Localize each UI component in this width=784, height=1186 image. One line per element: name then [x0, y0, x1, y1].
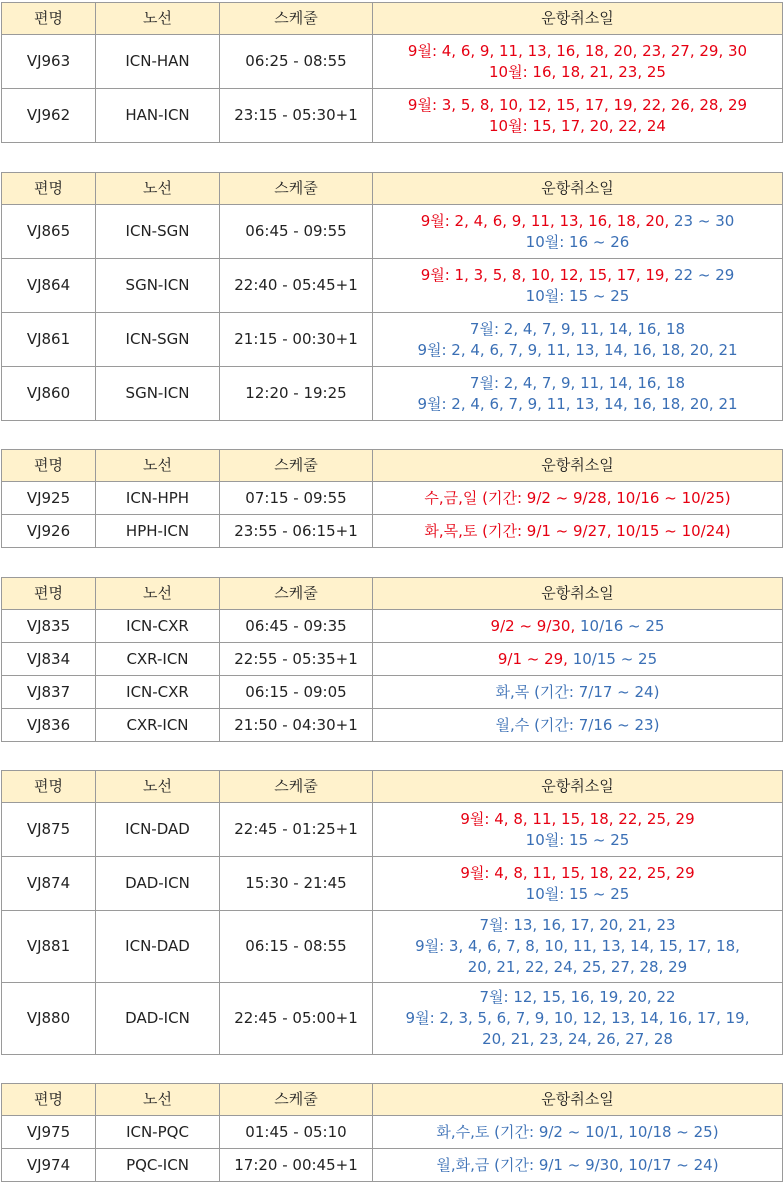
- cancel-dates-text: 9월: 2, 4, 6, 7, 9, 11, 13, 14, 16, 18, 20, 21: [417, 340, 738, 359]
- cancel-dates-text: 20, 21, 23, 24, 26, 27, 28: [482, 1030, 673, 1048]
- cancel-dates-line: [373, 373, 782, 394]
- cancel-dates-text: 화,수,토 (기간: 9/2 ~ 10/1, 10/18 ~ 25): [436, 1122, 719, 1141]
- cancel-dates-line: [373, 286, 782, 307]
- flight-number-cell: VJ925: [2, 482, 96, 515]
- cancel-dates-cell: [373, 1116, 783, 1149]
- table-row: [2, 1149, 783, 1182]
- schedule-cell: 17:20 - 00:45+1: [220, 1149, 373, 1182]
- cancel-dates-line: [373, 884, 782, 905]
- flight-number-cell: VJ974: [2, 1149, 96, 1182]
- cancel-dates-text: 10/15 ~ 25: [572, 649, 658, 668]
- schedule-cell: 01:45 - 05:10: [220, 1116, 373, 1149]
- flight-number-header: 편명: [2, 450, 96, 482]
- cancel-dates-cell: [373, 709, 783, 742]
- table-row: [2, 803, 783, 857]
- flight-number-cell: VJ874: [2, 857, 96, 911]
- cancel-dates-text: 10월: 15, 17, 20, 22, 24: [489, 116, 666, 135]
- schedule-header: 스케줄: [220, 173, 373, 205]
- route-cell: ICN-DAD: [96, 911, 220, 983]
- table-row: [2, 983, 783, 1055]
- flight-number-cell: VJ880: [2, 983, 96, 1055]
- table-row: [2, 259, 783, 313]
- schedule-cell: 12:20 - 19:25: [220, 367, 373, 421]
- cancel-dates-cell: [373, 35, 783, 89]
- cancel-dates-line: [373, 936, 782, 957]
- cancel-dates-cell: [373, 313, 783, 367]
- cancel-dates-text: 화,목 (기간: 7/17 ~ 24): [495, 682, 660, 701]
- table-row: [2, 709, 783, 742]
- table-row: [2, 911, 783, 983]
- schedule-table: [1, 172, 783, 421]
- cancel-dates-cell: [373, 983, 783, 1055]
- schedule-header: 스케줄: [220, 1084, 373, 1116]
- cancel-dates-cell: [373, 610, 783, 643]
- table-row: [2, 1116, 783, 1149]
- header-row: [2, 450, 783, 482]
- flight-number-header: 편명: [2, 173, 96, 205]
- header-row: [2, 1084, 783, 1116]
- schedule-table: [1, 2, 783, 143]
- cancel-dates-text: 10월: 16, 18, 21, 23, 25: [489, 62, 666, 81]
- flight-number-cell: VJ835: [2, 610, 96, 643]
- route-cell: ICN-SGN: [96, 205, 220, 259]
- route-cell: DAD-ICN: [96, 983, 220, 1055]
- cancel-dates-text: 월,수 (기간: 7/16 ~ 23): [495, 715, 660, 734]
- cancel-dates-line: [373, 809, 782, 830]
- flight-number-cell: VJ860: [2, 367, 96, 421]
- cancel-dates-text: 9월: 2, 4, 6, 9, 11, 13, 16, 18, 20,: [420, 211, 674, 230]
- schedule-cell: 07:15 - 09:55: [220, 482, 373, 515]
- flight-number-cell: VJ926: [2, 515, 96, 548]
- cancel-dates-text: 9월: 4, 6, 9, 11, 13, 16, 18, 20, 23, 27, 29, 30: [407, 41, 748, 60]
- cancel-dates-line: [373, 1029, 782, 1050]
- cancel-dates-line: [373, 616, 782, 637]
- flight-number-cell: VJ864: [2, 259, 96, 313]
- route-cell: ICN-CXR: [96, 610, 220, 643]
- cancel-dates-text: 10월: 15 ~ 25: [525, 286, 630, 305]
- cancel-dates-text: 7월: 2, 4, 7, 9, 11, 14, 16, 18: [469, 319, 686, 338]
- cancel-dates-cell: [373, 857, 783, 911]
- cancel-dates-header: 운항취소일: [373, 1084, 783, 1116]
- cancel-dates-text: 7월: 13, 16, 17, 20, 21, 23: [479, 916, 676, 934]
- table-row: [2, 313, 783, 367]
- cancel-dates-line: [373, 319, 782, 340]
- cancel-dates-text: 9월: 4, 8, 11, 15, 18, 22, 25, 29: [460, 809, 695, 828]
- route-header: 노선: [96, 771, 220, 803]
- flight-number-header: 편명: [2, 3, 96, 35]
- cancel-dates-line: [373, 265, 782, 286]
- route-cell: HAN-ICN: [96, 89, 220, 143]
- cancel-dates-text: 9월: 4, 8, 11, 15, 18, 22, 25, 29: [460, 863, 695, 882]
- route-header: 노선: [96, 450, 220, 482]
- cancel-dates-line: [373, 62, 782, 83]
- flight-number-header: 편명: [2, 578, 96, 610]
- cancel-dates-text: 20, 21, 22, 24, 25, 27, 28, 29: [467, 958, 688, 976]
- schedule-cell: 22:40 - 05:45+1: [220, 259, 373, 313]
- route-cell: ICN-HPH: [96, 482, 220, 515]
- cancel-dates-text: 수,금,일 (기간: 9/2 ~ 9/28, 10/16 ~ 10/25): [424, 488, 731, 507]
- cancel-dates-header: 운항취소일: [373, 578, 783, 610]
- route-cell: ICN-DAD: [96, 803, 220, 857]
- cancel-dates-cell: [373, 1149, 783, 1182]
- cancel-dates-line: [373, 211, 782, 232]
- route-cell: ICN-SGN: [96, 313, 220, 367]
- route-header: 노선: [96, 1084, 220, 1116]
- schedule-table: [1, 577, 783, 742]
- cancel-dates-text: 10월: 16 ~ 26: [525, 232, 630, 251]
- route-cell: SGN-ICN: [96, 367, 220, 421]
- route-cell: ICN-CXR: [96, 676, 220, 709]
- schedule-table: [1, 1083, 783, 1182]
- schedule-cell: 23:15 - 05:30+1: [220, 89, 373, 143]
- table-row: [2, 89, 783, 143]
- schedule-cell: 06:15 - 08:55: [220, 911, 373, 983]
- cancel-dates-text: 23 ~ 30: [674, 211, 735, 230]
- cancel-dates-text: 9/1 ~ 29,: [497, 649, 573, 668]
- cancel-dates-line: [373, 1155, 782, 1176]
- schedule-header: 스케줄: [220, 450, 373, 482]
- cancel-dates-cell: [373, 482, 783, 515]
- route-cell: ICN-PQC: [96, 1116, 220, 1149]
- cancel-dates-text: 10/16 ~ 25: [580, 616, 665, 635]
- flight-number-cell: VJ975: [2, 1116, 96, 1149]
- cancel-dates-line: [373, 488, 782, 509]
- cancel-dates-text: 7월: 2, 4, 7, 9, 11, 14, 16, 18: [469, 373, 686, 392]
- table-row: [2, 482, 783, 515]
- cancel-dates-text: 10월: 15 ~ 25: [525, 830, 630, 849]
- cancel-dates-line: [373, 915, 782, 936]
- cancel-dates-cell: [373, 911, 783, 983]
- schedule-cell: 06:15 - 09:05: [220, 676, 373, 709]
- cancel-dates-text: 10월: 15 ~ 25: [525, 884, 630, 903]
- table-row: [2, 610, 783, 643]
- schedule-cell: 22:45 - 01:25+1: [220, 803, 373, 857]
- schedule-cell: 22:55 - 05:35+1: [220, 643, 373, 676]
- flight-number-header: 편명: [2, 1084, 96, 1116]
- cancel-dates-cell: [373, 89, 783, 143]
- cancel-dates-line: [373, 340, 782, 361]
- cancel-dates-text: 9월: 3, 4, 6, 7, 8, 10, 11, 13, 14, 15, 17, 18,: [415, 937, 740, 955]
- flight-number-cell: VJ881: [2, 911, 96, 983]
- cancel-dates-text: 월,화,금 (기간: 9/1 ~ 9/30, 10/17 ~ 24): [436, 1155, 719, 1174]
- schedule-cell: 15:30 - 21:45: [220, 857, 373, 911]
- cancel-dates-text: 22 ~ 29: [674, 265, 735, 284]
- schedule-header: 스케줄: [220, 578, 373, 610]
- flight-number-cell: VJ962: [2, 89, 96, 143]
- cancel-dates-line: [373, 394, 782, 415]
- cancel-dates-line: [373, 830, 782, 851]
- route-cell: CXR-ICN: [96, 709, 220, 742]
- cancel-dates-text: 9/2 ~ 9/30,: [490, 616, 581, 635]
- schedule-table: [1, 449, 783, 548]
- flight-number-cell: VJ865: [2, 205, 96, 259]
- table-row: [2, 205, 783, 259]
- schedule-cell: 06:45 - 09:55: [220, 205, 373, 259]
- schedule-cell: 06:45 - 09:35: [220, 610, 373, 643]
- cancel-dates-line: [373, 863, 782, 884]
- cancel-dates-cell: [373, 803, 783, 857]
- flight-number-cell: VJ861: [2, 313, 96, 367]
- flight-number-cell: VJ834: [2, 643, 96, 676]
- table-row: [2, 643, 783, 676]
- cancel-dates-text: 9월: 2, 3, 5, 6, 7, 9, 10, 12, 13, 14, 16, 17, 19,: [405, 1009, 750, 1027]
- cancel-dates-line: [373, 715, 782, 736]
- cancel-dates-cell: [373, 643, 783, 676]
- route-cell: CXR-ICN: [96, 643, 220, 676]
- cancel-dates-line: [373, 649, 782, 670]
- schedule-header: 스케줄: [220, 771, 373, 803]
- cancel-dates-line: [373, 521, 782, 542]
- table-row: [2, 515, 783, 548]
- cancel-dates-header: 운항취소일: [373, 771, 783, 803]
- flight-number-cell: VJ875: [2, 803, 96, 857]
- table-row: [2, 35, 783, 89]
- header-row: [2, 578, 783, 610]
- table-row: [2, 676, 783, 709]
- table-row: [2, 367, 783, 421]
- cancel-dates-header: 운항취소일: [373, 3, 783, 35]
- header-row: [2, 3, 783, 35]
- route-cell: SGN-ICN: [96, 259, 220, 313]
- cancel-dates-text: 9월: 1, 3, 5, 8, 10, 12, 15, 17, 19,: [420, 265, 674, 284]
- header-row: [2, 173, 783, 205]
- flight-number-cell: VJ963: [2, 35, 96, 89]
- schedule-cell: 21:15 - 00:30+1: [220, 313, 373, 367]
- cancel-dates-line: [373, 1008, 782, 1029]
- flight-number-cell: VJ836: [2, 709, 96, 742]
- route-cell: ICN-HAN: [96, 35, 220, 89]
- route-cell: HPH-ICN: [96, 515, 220, 548]
- route-header: 노선: [96, 173, 220, 205]
- cancel-dates-line: [373, 987, 782, 1008]
- cancel-dates-text: 7월: 12, 15, 16, 19, 20, 22: [479, 988, 676, 1006]
- cancel-dates-text: 9월: 3, 5, 8, 10, 12, 15, 17, 19, 22, 26, 28, 29: [407, 95, 748, 114]
- cancel-dates-cell: [373, 367, 783, 421]
- route-header: 노선: [96, 3, 220, 35]
- cancel-dates-line: [373, 1122, 782, 1143]
- route-cell: PQC-ICN: [96, 1149, 220, 1182]
- cancel-dates-line: [373, 232, 782, 253]
- cancel-dates-line: [373, 957, 782, 978]
- route-cell: DAD-ICN: [96, 857, 220, 911]
- flight-number-header: 편명: [2, 771, 96, 803]
- cancel-dates-header: 운항취소일: [373, 450, 783, 482]
- cancel-dates-cell: [373, 205, 783, 259]
- route-header: 노선: [96, 578, 220, 610]
- cancel-dates-cell: [373, 676, 783, 709]
- cancel-dates-line: [373, 682, 782, 703]
- schedule-header: 스케줄: [220, 3, 373, 35]
- cancel-dates-header: 운항취소일: [373, 173, 783, 205]
- cancel-dates-cell: [373, 515, 783, 548]
- header-row: [2, 771, 783, 803]
- cancel-dates-line: [373, 95, 782, 116]
- cancel-dates-line: [373, 41, 782, 62]
- table-row: [2, 857, 783, 911]
- cancel-dates-line: [373, 116, 782, 137]
- cancel-dates-text: 9월: 2, 4, 6, 7, 9, 11, 13, 14, 16, 18, 20, 21: [417, 394, 738, 413]
- cancel-dates-text: 화,목,토 (기간: 9/1 ~ 9/27, 10/15 ~ 10/24): [424, 521, 731, 540]
- flight-number-cell: VJ837: [2, 676, 96, 709]
- schedule-table: [1, 770, 783, 1055]
- cancel-dates-cell: [373, 259, 783, 313]
- schedule-cell: 22:45 - 05:00+1: [220, 983, 373, 1055]
- schedule-cell: 23:55 - 06:15+1: [220, 515, 373, 548]
- schedule-cell: 21:50 - 04:30+1: [220, 709, 373, 742]
- schedule-cell: 06:25 - 08:55: [220, 35, 373, 89]
